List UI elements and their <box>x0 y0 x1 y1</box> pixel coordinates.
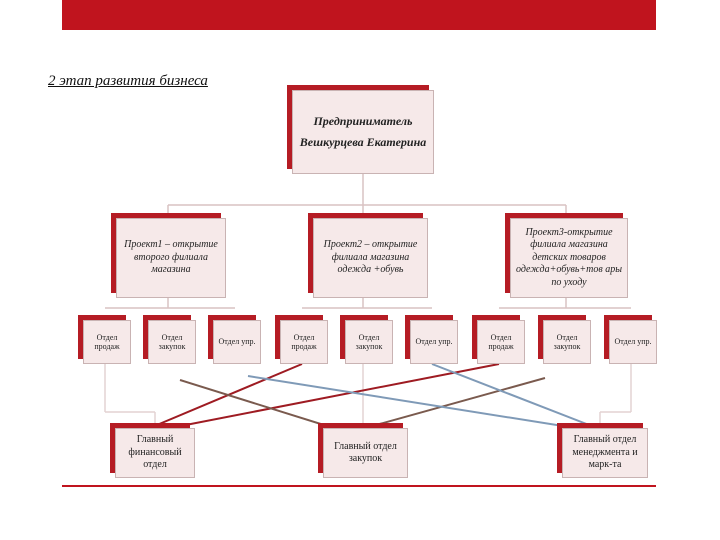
bottom-rule <box>62 485 656 487</box>
dept-management-1: Отдел упр. <box>213 320 261 364</box>
dept-purchasing-3: Отдел закупок <box>543 320 591 364</box>
entrepreneur-title: Предприниматель <box>313 114 413 128</box>
dept-sales-1: Отдел продаж <box>83 320 131 364</box>
link-red-b <box>160 364 499 430</box>
main-purchasing-dept: Главный отдел закупок <box>323 428 408 478</box>
dept-management-3: Отдел упр. <box>609 320 657 364</box>
main-finance-dept: Главный финансовый отдел <box>115 428 195 478</box>
dept-sales-2: Отдел продаж <box>280 320 328 364</box>
link-blue-b <box>432 364 602 430</box>
entrepreneur-box <box>292 90 434 174</box>
main-management-dept: Главный отдел менеджмента и марк-та <box>562 428 648 478</box>
project-box-1: Проект1 – открытие второго филиала магазина <box>116 218 226 298</box>
dept-management-2: Отдел упр. <box>410 320 458 364</box>
dept-purchasing-1: Отдел закупок <box>148 320 196 364</box>
project-box-3: Проект3-открытие филиала магазина детских товаров одежда+обувь+тов ары по уходу <box>510 218 628 298</box>
project-box-2: Проект2 – открытие филиала магазина одежда +обувь <box>313 218 428 298</box>
link-red-a <box>145 364 302 430</box>
dept-purchasing-2: Отдел закупок <box>345 320 393 364</box>
dept-sales-3: Отдел продаж <box>477 320 525 364</box>
entrepreneur-name: Вешкурцева Екатерина <box>299 135 427 149</box>
stage-title: 2 этап развития бизнеса <box>48 73 208 89</box>
